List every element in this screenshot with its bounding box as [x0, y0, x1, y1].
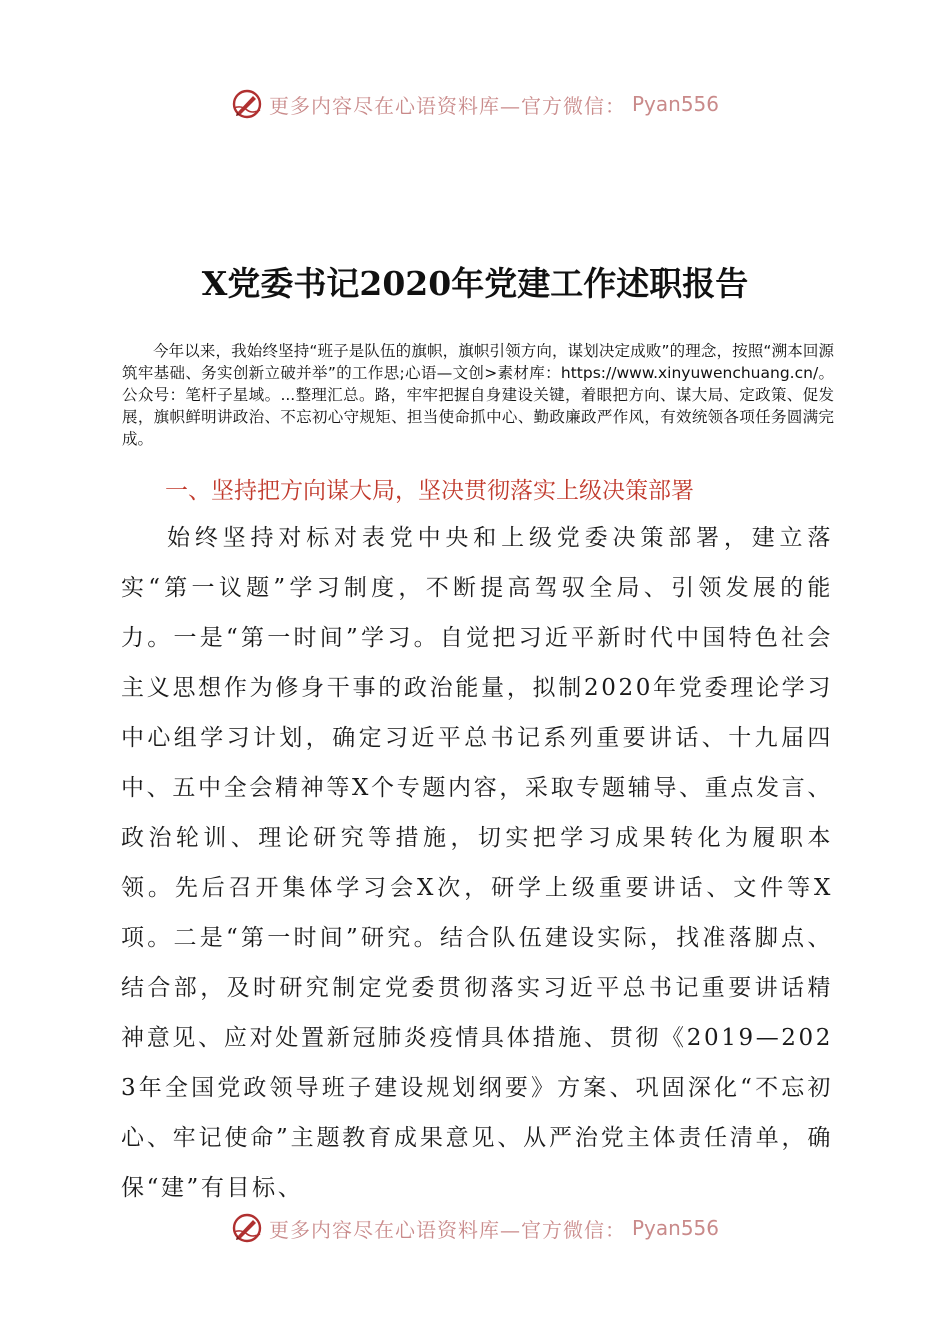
footer-banner [0, 1208, 950, 1248]
banner-wechat-id: Pyan556 [631, 1216, 719, 1240]
pen-logo-icon [231, 88, 263, 120]
intro-paragraph: 今年以来，我始终坚持“班子是队伍的旗帜，旗帜引领方向，谋划决定成败”的理念，按照“溯本回源筑牢基础、务实创新立破并举”的工作思;心语—文创>素材库：https://www.xinyuwenchuang.cn/。公众号：笔杆子星域。...整理汇总。路，牢牢把握自身建设关键，着眼把方向、谋大局、定政策、促发展，旗帜鲜明讲政治、不忘初心守规矩、担当使命抓中心、勤政廉政严作风，有效统领各项任务圆满完成。 [122, 342, 834, 448]
header-banner [0, 84, 950, 124]
banner-text: 更多内容尽在心语资料库—官方微信： [268, 93, 626, 118]
document-title: X党委书记2020年党建工作述职报告 [201, 264, 749, 303]
banner-wechat-id: Pyan556 [631, 92, 719, 116]
pen-logo-icon [231, 1212, 263, 1244]
section-heading: 一、坚持把方向谋大局，坚决贯彻落实上级决策部署 [165, 478, 694, 504]
banner-text: 更多内容尽在心语资料库—官方微信： [268, 1217, 626, 1242]
body-paragraph: 始终坚持对标对表党中央和上级党委决策部署，建立落实“第一议题”学习制度，不断提高驾驭全局、引领发展的能力。一是“第一时间”学习。自觉把习近平新时代中国特色社会主义思想作为修身干事的政治能量，拟制2020年党委理论学习中心组学习计划，确定习近平总书记系列重要讲话、十九届四中、五中全会精神等X个专题内容，采取专题辅导、重点发言、政治轮训、理论研究等措施，切实把学习成果转化为履职本领。先后召开集体学习会X次，研学上级重要讲话、文件等X项。二是“第一时间”研究。结合队伍建设实际，找准落脚点、结合部，及时研究制定党委贯彻落实习近平总书记重要讲话精神意见、应对处置新冠肺炎疫情具体措施、贯彻《2019—2023年全国党政领导班子建设规划纲要》方案、巩固深化“不忘初心、牢记使命”主题教育成果意见、从严治党主体责任清单，确保“建”有目标、 [121, 525, 833, 1201]
